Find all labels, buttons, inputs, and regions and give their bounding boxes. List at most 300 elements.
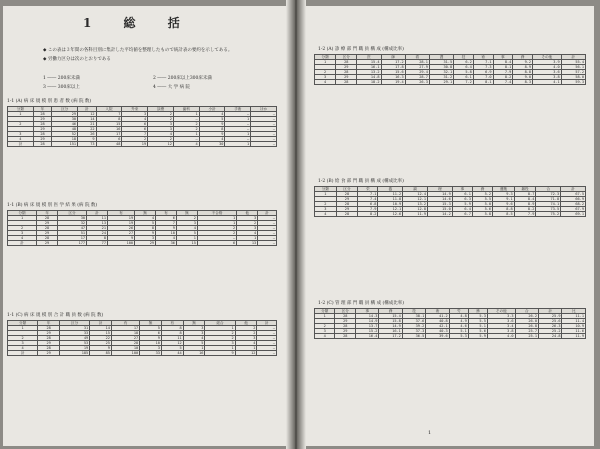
table-cell: 6	[197, 241, 236, 246]
table-cell: 15.4	[379, 314, 402, 319]
table-cell: 18.2	[357, 80, 381, 85]
table-cell: 5.8	[454, 70, 474, 75]
table-cell: 4	[8, 137, 34, 142]
table-cell: 3	[140, 346, 162, 351]
table-cell: 5.0	[472, 202, 492, 207]
table-cell: 15	[176, 241, 197, 246]
table-cell: 1	[173, 112, 199, 117]
table-cell: 2	[148, 137, 174, 142]
table-cell: 4.8	[449, 314, 468, 319]
table-cell: 28	[336, 192, 358, 197]
table-cell: 7.4	[358, 197, 378, 202]
table-cell: 26	[108, 226, 135, 231]
table-header-cell: 年	[37, 211, 58, 216]
table-cell: 19	[108, 216, 135, 221]
table-cell: 15.4	[357, 60, 381, 65]
table-cell: 2	[315, 324, 335, 329]
table-header-cell: 務	[472, 187, 492, 192]
table-cell: 5.2	[472, 192, 492, 197]
table-cell: 28	[37, 216, 58, 221]
table-cell: 44	[161, 351, 183, 356]
table-cell: 5.9	[468, 334, 487, 339]
table-cell: 4	[237, 231, 258, 236]
table-cell: 28	[38, 336, 60, 341]
table-cell: —	[251, 127, 277, 132]
table-cell: 6.4	[454, 65, 474, 70]
table-cell: 14.3	[355, 314, 378, 319]
table-cell: 12	[235, 351, 257, 356]
table-cell: 25.1	[515, 334, 538, 339]
table-cell: 計	[8, 142, 34, 147]
table-cell: 11.6	[562, 329, 586, 334]
table-cell: 14.9	[379, 324, 402, 329]
table-header-cell: 術	[426, 309, 449, 314]
table-header-cell: 年	[33, 107, 52, 112]
table-cell: 25.2	[539, 329, 562, 334]
table-cell: 5.1	[449, 329, 468, 334]
table-cell: 12	[161, 341, 183, 346]
table-header-cell: 運搬	[493, 187, 515, 192]
table-cell: 7.2	[454, 80, 474, 85]
table-cell: —	[258, 241, 277, 246]
table-cell: 151	[52, 142, 78, 147]
table-cell: 12.8	[403, 207, 428, 212]
table-cell: 2	[8, 122, 34, 127]
table-cell: 9.6	[493, 202, 515, 207]
table-cell: 19	[122, 142, 148, 147]
table-cell: 6.8	[358, 202, 378, 207]
table-cell: 53	[59, 341, 89, 346]
table-cell: 4.9	[449, 319, 468, 324]
table-cell: 85	[90, 351, 112, 356]
table-cell: 8.2	[358, 212, 378, 217]
table-header-cell: 区分	[336, 55, 357, 60]
table-cell: 26.3	[539, 324, 562, 329]
legend-item: 2 ―― 200床以上300床未満	[153, 76, 212, 81]
table-cell: 17	[96, 132, 122, 137]
table-cell: 6.1	[454, 75, 474, 80]
table-cell: 28	[336, 80, 357, 85]
table-cell: 1	[205, 346, 235, 351]
table-cell: 9	[140, 336, 162, 341]
table-cell: 12.4	[403, 192, 428, 197]
table-cell: 4	[8, 236, 37, 241]
page-number: 1	[428, 430, 432, 436]
table-cell: 3.6	[487, 319, 515, 324]
table-cell: 48	[52, 127, 78, 132]
table-cell: 5	[161, 346, 183, 351]
table-cell: 28	[111, 341, 139, 346]
table-cell: 25.9	[539, 314, 562, 319]
table-caption: 1-1 (B) 病 床 規 模 別 医 学 結 果 (病 院 数)	[7, 203, 98, 208]
table-header-cell: 務	[468, 309, 487, 314]
table-cell: 19.4	[381, 80, 405, 85]
table-cell: 48	[96, 142, 122, 147]
table-cell: 18	[52, 137, 78, 142]
table-cell: 4	[148, 132, 174, 137]
table-cell: 14.2	[427, 212, 452, 217]
table-cell: —	[258, 231, 277, 236]
table-cell: 12.1	[403, 197, 428, 202]
table-cell: 28	[336, 212, 358, 217]
table-cell: —	[257, 341, 277, 346]
table-cell: 28.7	[405, 75, 429, 80]
table-cell: 17.2	[381, 60, 405, 65]
table-header-cell: 事	[452, 187, 472, 192]
table-cell: 3	[148, 122, 174, 127]
table-cell: —	[197, 236, 236, 241]
table-cell: 7	[96, 112, 122, 117]
table-cell: 10.9	[378, 202, 403, 207]
table-cell: 7.4	[493, 80, 513, 85]
table-cell: 29	[52, 112, 78, 117]
table-header-cell: 有	[108, 211, 135, 216]
table-cell: 13.2	[357, 70, 381, 75]
table-cell: 68.2	[561, 202, 586, 207]
table-cell: 4.0	[533, 65, 562, 70]
table-cell: 5.6	[472, 207, 492, 212]
book-gutter	[286, 0, 306, 449]
table-cell: 17.2	[379, 334, 402, 339]
table-cell: 6.9	[473, 70, 493, 75]
table-cell: 8.2	[514, 207, 536, 212]
table-cell: 9	[108, 236, 135, 241]
table-cell: 40.8	[426, 319, 449, 324]
table-cell: 19	[59, 346, 89, 351]
intro-text	[43, 46, 283, 64]
table-cell: 5	[140, 326, 162, 331]
table-cell: 4	[183, 336, 205, 341]
table-cell: —	[225, 112, 251, 117]
table-cell: 36.5	[402, 334, 425, 339]
table-cell: 15.8	[379, 319, 402, 324]
table-cell: 28	[37, 236, 58, 241]
table-cell: 28	[33, 112, 52, 117]
table-cell: 2	[173, 127, 199, 132]
table-cell: —	[257, 326, 277, 331]
table-cell: 12	[148, 142, 174, 147]
table-cell: 6.3	[452, 197, 472, 202]
table-header-cell: 計	[90, 321, 112, 326]
table-cell: 2	[8, 336, 38, 341]
data-table	[7, 210, 277, 246]
table-header-cell: ほか	[251, 107, 277, 112]
table-cell: 8.8	[513, 70, 533, 75]
table-cell: 5.8	[472, 212, 492, 217]
table-cell: 4	[235, 341, 257, 346]
table-cell: 4	[315, 334, 335, 339]
table-header-cell: 技	[402, 309, 425, 314]
table-cell: 2	[148, 117, 174, 122]
table-cell: 8.1	[473, 80, 493, 85]
table-cell: 39.2	[402, 324, 425, 329]
table-cell: 28	[37, 226, 58, 231]
table-cell: 1	[225, 132, 251, 137]
table-cell: 8.4	[514, 197, 536, 202]
table-cell: —	[251, 117, 277, 122]
table-cell: 3	[315, 75, 336, 80]
table-cell: 15.6	[381, 70, 405, 75]
table-cell: 28	[38, 346, 60, 351]
table-header-cell: 計	[258, 211, 277, 216]
table-cell: 9.1	[493, 197, 515, 202]
table-cell: 6.1	[452, 192, 472, 197]
table-cell: —	[257, 336, 277, 341]
intro-line: ◆ 労働力区分は次のとおりである	[43, 57, 111, 62]
table-cell: 33	[59, 331, 89, 336]
table-cell: 11.4	[562, 319, 586, 324]
table-cell: 39.6	[426, 334, 449, 339]
table-cell: 16.1	[379, 329, 402, 334]
table-cell: —	[257, 351, 277, 356]
table-cell: 16.4	[355, 334, 378, 339]
table-cell: 8.7	[514, 192, 536, 197]
table-cell: 28	[33, 122, 52, 127]
table-cell: 7.9	[514, 212, 536, 217]
table-cell: 29.4	[405, 70, 429, 75]
table-cell: 29	[37, 231, 58, 236]
table-header-cell: 調	[403, 187, 428, 192]
table-cell: 5.5	[468, 319, 487, 324]
table-cell: 1	[225, 117, 251, 122]
table-header-cell: 他	[237, 211, 258, 216]
table-cell: 1	[173, 132, 199, 137]
table-cell: 15	[96, 122, 122, 127]
table-header-cell: 無	[176, 211, 197, 216]
table-cell: 4	[199, 112, 225, 117]
table-header-cell: 診療	[148, 107, 174, 112]
table-header-cell: 無	[183, 321, 205, 326]
table-cell: 3	[235, 336, 257, 341]
table-cell: —	[258, 226, 277, 231]
right-page	[300, 6, 594, 446]
table-cell: 1	[8, 216, 37, 221]
table-header-cell: 務	[379, 309, 402, 314]
table-cell: 5.1	[468, 324, 487, 329]
table-cell: 16	[183, 351, 205, 356]
data-table	[7, 320, 277, 356]
table-cell: 3	[8, 231, 37, 236]
table-cell: 9	[156, 226, 177, 231]
table-cell: 8.3	[513, 80, 533, 85]
table-cell: 100	[108, 241, 135, 246]
table-cell: 8	[161, 326, 183, 331]
table-cell: 7.9	[358, 207, 378, 212]
table-cell: 177	[58, 241, 87, 246]
data-table	[7, 106, 277, 147]
table-cell: 75.2	[536, 212, 561, 217]
table-header-cell: 区分	[59, 321, 89, 326]
table-cell: 77	[87, 241, 108, 246]
table-cell: 28.1	[405, 60, 429, 65]
table-cell: 2	[235, 331, 257, 336]
table-header-cell: 外来	[122, 107, 148, 112]
table-header-cell: 総合	[205, 321, 235, 326]
table-cell: 29	[336, 207, 358, 212]
table-cell: 1	[315, 60, 336, 65]
table-cell: 16.1	[357, 65, 381, 70]
table-cell: 5	[183, 341, 205, 346]
table-cell: 41.2	[426, 314, 449, 319]
table-header-cell: 区分	[335, 309, 355, 314]
table-header-cell: その他	[533, 55, 562, 60]
table-cell: 4	[8, 346, 38, 351]
table-header-cell: 護	[429, 55, 453, 60]
table-cell: 49	[59, 336, 89, 341]
table-header-cell: 無	[140, 321, 162, 326]
table-cell: 25.6	[539, 319, 562, 324]
table-cell: 8.1	[493, 65, 513, 70]
table-cell: 25	[90, 341, 112, 346]
table-cell: 29	[336, 65, 357, 70]
chapter-title: 1 総 括	[83, 16, 194, 30]
data-table	[314, 186, 586, 217]
table-cell: 29	[33, 137, 52, 142]
legend-item: 1 ―― 200床未満	[43, 76, 80, 81]
table-cell: 4.0	[487, 334, 515, 339]
table-cell: 2	[148, 112, 174, 117]
table-header-cell: 養	[378, 187, 403, 192]
table-cell: 3	[148, 127, 174, 132]
category-legend	[43, 74, 283, 92]
table-cell: 1	[197, 221, 236, 226]
table-cell: 17.8	[381, 65, 405, 70]
table-cell: 6.2	[454, 60, 474, 65]
table-row	[315, 212, 586, 217]
table-cell: 28	[335, 324, 355, 329]
table-cell: 14	[90, 326, 112, 331]
table-cell: 6.4	[452, 207, 472, 212]
table-cell: —	[173, 137, 199, 142]
table-cell: 9	[199, 122, 225, 127]
table-cell: —	[251, 132, 277, 137]
table-cell: 72.3	[536, 192, 561, 197]
table-cell: 5.6	[468, 329, 487, 334]
table-cell: 67.5	[561, 192, 586, 197]
table-cell: 13.7	[355, 324, 378, 329]
table-cell: 7.1	[358, 192, 378, 197]
table-cell: 3	[315, 207, 337, 212]
table-cell: 3	[8, 341, 38, 346]
table-cell: 52	[52, 132, 78, 137]
table-header-cell: 区分	[52, 107, 78, 112]
table-cell: 30	[52, 117, 78, 122]
table-cell: 69.1	[561, 212, 586, 217]
table-cell: 1	[205, 326, 235, 331]
table-cell: 2	[315, 202, 337, 207]
table-cell: 47	[58, 226, 87, 231]
table-cell: 26.8	[515, 324, 538, 329]
table-cell: 7	[122, 132, 148, 137]
table-header-cell: 雑役	[514, 187, 536, 192]
table-cell: 27.9	[405, 65, 429, 70]
table-cell: 1	[225, 142, 251, 147]
table-cell: 24.8	[539, 334, 562, 339]
table-cell: —	[251, 112, 277, 117]
table-cell: —	[173, 117, 199, 122]
table-cell: 計	[8, 351, 38, 356]
table-cell: 5.9	[452, 202, 472, 207]
table-cell: 1	[197, 216, 236, 221]
table-cell: 11.2	[378, 192, 403, 197]
table-cell: 15	[90, 331, 112, 336]
table-cell: 26.0	[515, 319, 538, 324]
table-cell: 40.3	[426, 329, 449, 334]
table-cell: 8	[199, 127, 225, 132]
table-cell: 8	[96, 117, 122, 122]
table-cell: 22	[78, 127, 97, 132]
table-caption: 1-2 (B) 給 食 部 門 職 員 構 成 (構成比率)	[318, 179, 404, 184]
table-cell: 28	[335, 334, 355, 339]
table-cell: 10	[111, 346, 139, 351]
table-header-cell: 計	[87, 211, 108, 216]
table-header-cell: 分類	[8, 321, 38, 326]
table-cell: 29	[38, 341, 60, 346]
table-cell: 59.3	[561, 80, 585, 85]
table-cell: 29	[336, 75, 357, 80]
table-cell: 11.9	[403, 212, 428, 217]
table-cell: 31.5	[429, 60, 453, 65]
table-cell: 9	[90, 346, 112, 351]
table-cell: 2	[235, 326, 257, 331]
table-cell: —	[225, 127, 251, 132]
table-header-cell: 計	[561, 187, 586, 192]
table-cell: 26	[78, 132, 97, 137]
table-header-cell: 計	[257, 321, 277, 326]
table-cell: 29	[37, 241, 58, 246]
table-cell: 46	[52, 122, 78, 127]
table-cell: 18	[111, 331, 139, 336]
table-cell: 3.6	[533, 70, 562, 75]
table-cell: 3.3	[487, 314, 515, 319]
table-cell: 1	[315, 192, 337, 197]
table-header-cell: 医	[357, 55, 381, 60]
table-cell: 1	[8, 112, 34, 117]
table-cell: 15.0	[427, 207, 452, 212]
data-table	[314, 54, 586, 85]
table-cell: 5.5	[472, 197, 492, 202]
table-cell: 8.2	[493, 75, 513, 80]
table-cell: 4	[135, 216, 156, 221]
table-cell: 8.9	[514, 202, 536, 207]
table-cell: 2	[173, 122, 199, 127]
table-header-cell: 合	[536, 187, 561, 192]
table-cell: 66.9	[561, 197, 586, 202]
table-cell: 55.4	[561, 60, 585, 65]
table-cell: 12.1	[378, 207, 403, 212]
table-header-cell: その他	[487, 309, 515, 314]
table-cell: —	[251, 137, 277, 142]
table-cell: 7.0	[473, 75, 493, 80]
table-header-cell: 無	[135, 211, 156, 216]
table-header-cell: 入院	[96, 107, 122, 112]
table-cell: 13.2	[403, 202, 428, 207]
table-cell: 28	[336, 60, 357, 65]
table-cell: —	[225, 137, 251, 142]
table-row	[315, 80, 586, 85]
table-cell: 3	[183, 331, 205, 336]
table-cell: 26.2	[515, 314, 538, 319]
table-cell: —	[258, 236, 277, 241]
table-header-cell: 事	[493, 55, 513, 60]
table-header-cell: 有	[111, 321, 139, 326]
table-header-cell: 歯科	[173, 107, 199, 112]
table-cell: 6	[122, 122, 148, 127]
table-cell: —	[225, 122, 251, 127]
table-cell: 13	[87, 221, 108, 226]
table-cell: 6	[96, 137, 122, 142]
table-cell: 16	[96, 127, 122, 132]
